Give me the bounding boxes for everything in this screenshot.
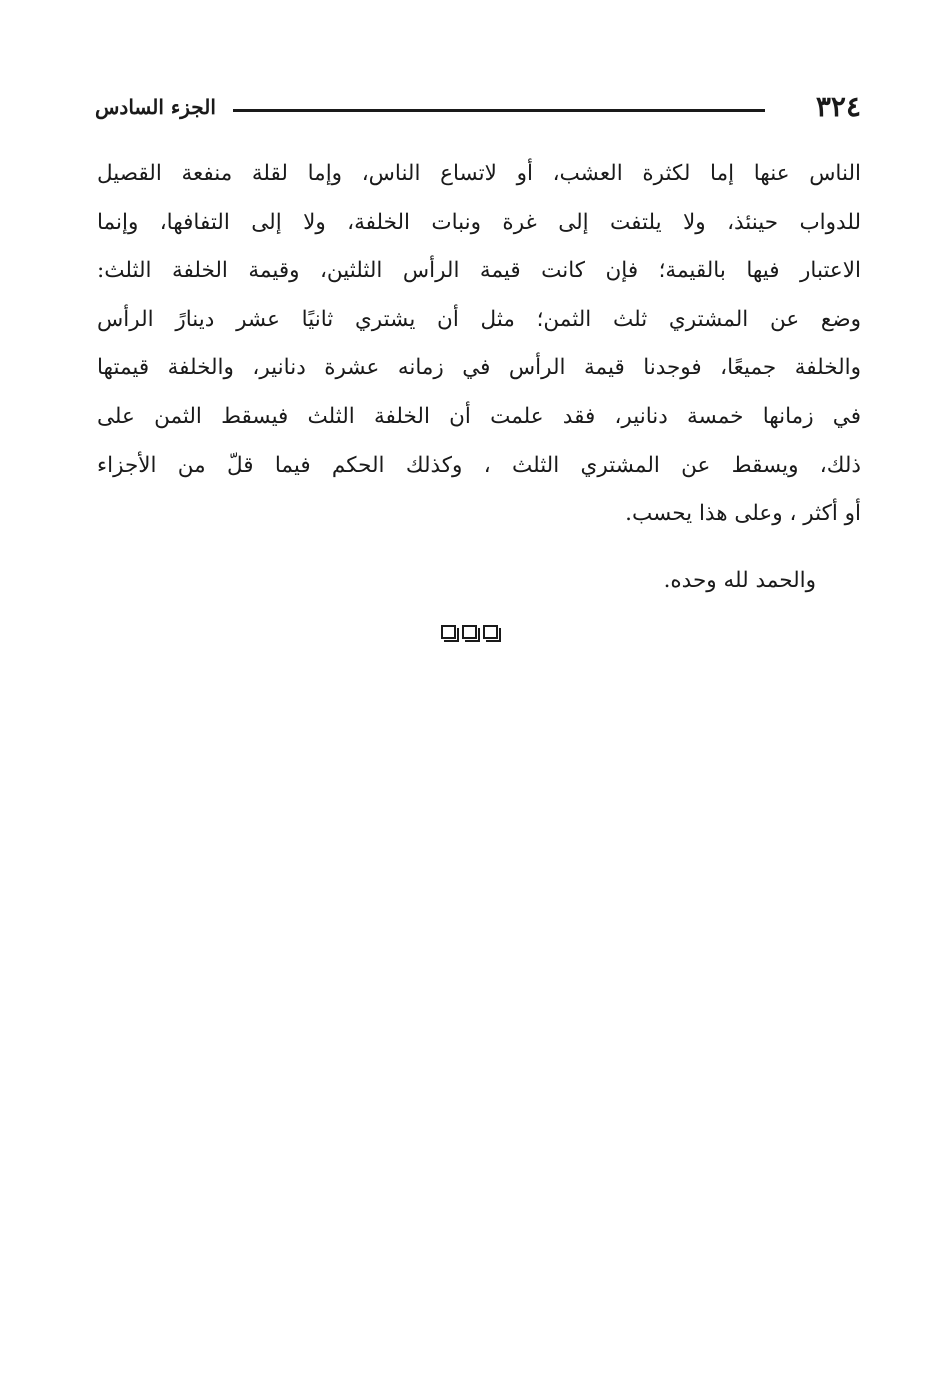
box-icon bbox=[483, 625, 498, 639]
text-line: الاعتبار فيها بالقيمة؛ فإن كانت قيمة الرأس الثلثين، وقيمة الخلفة الثلث: bbox=[97, 258, 861, 284]
page-number: ٣٢٤ bbox=[815, 90, 861, 123]
running-header bbox=[95, 88, 861, 128]
header-rule bbox=[233, 109, 765, 112]
body-text bbox=[97, 150, 861, 539]
text-line: في زمانها خمسة دنانير، فقد علمت أن الخلفة الثلث فيسقط الثمن على bbox=[97, 403, 861, 429]
text-line: والخلفة جميعًا، فوجدنا قيمة الرأس في زمانه عشرة دنانير، والخلفة قيمتها bbox=[97, 355, 861, 381]
text-line: أو أكثر ، وعلى هذا يحسب. bbox=[625, 501, 861, 527]
text-line: ذلك، ويسقط عن المشتري الثلث ، وكذلك الحكم فيما قلّ من الأجزاء bbox=[97, 452, 861, 478]
closing-line: والحمد لله وحده. bbox=[663, 568, 816, 593]
text-line: الناس عنها إما لكثرة العشب، أو لاتساع الناس، وإما لقلة منفعة القصيل bbox=[97, 161, 861, 186]
text-line: وضع عن المشتري ثلث الثمن؛ مثل أن يشتري ثانيًا عشر دينارً الرأس bbox=[97, 306, 861, 332]
section-title: الجزء السادس bbox=[95, 95, 216, 119]
end-of-text-boxes-icon bbox=[441, 622, 511, 642]
box-icon bbox=[462, 625, 477, 639]
text-line: للدواب حينئذ، ولا يلتفت إلى غرة ونبات الخلفة، ولا إلى التفافها، وإنما bbox=[97, 209, 861, 235]
box-icon bbox=[441, 625, 456, 639]
